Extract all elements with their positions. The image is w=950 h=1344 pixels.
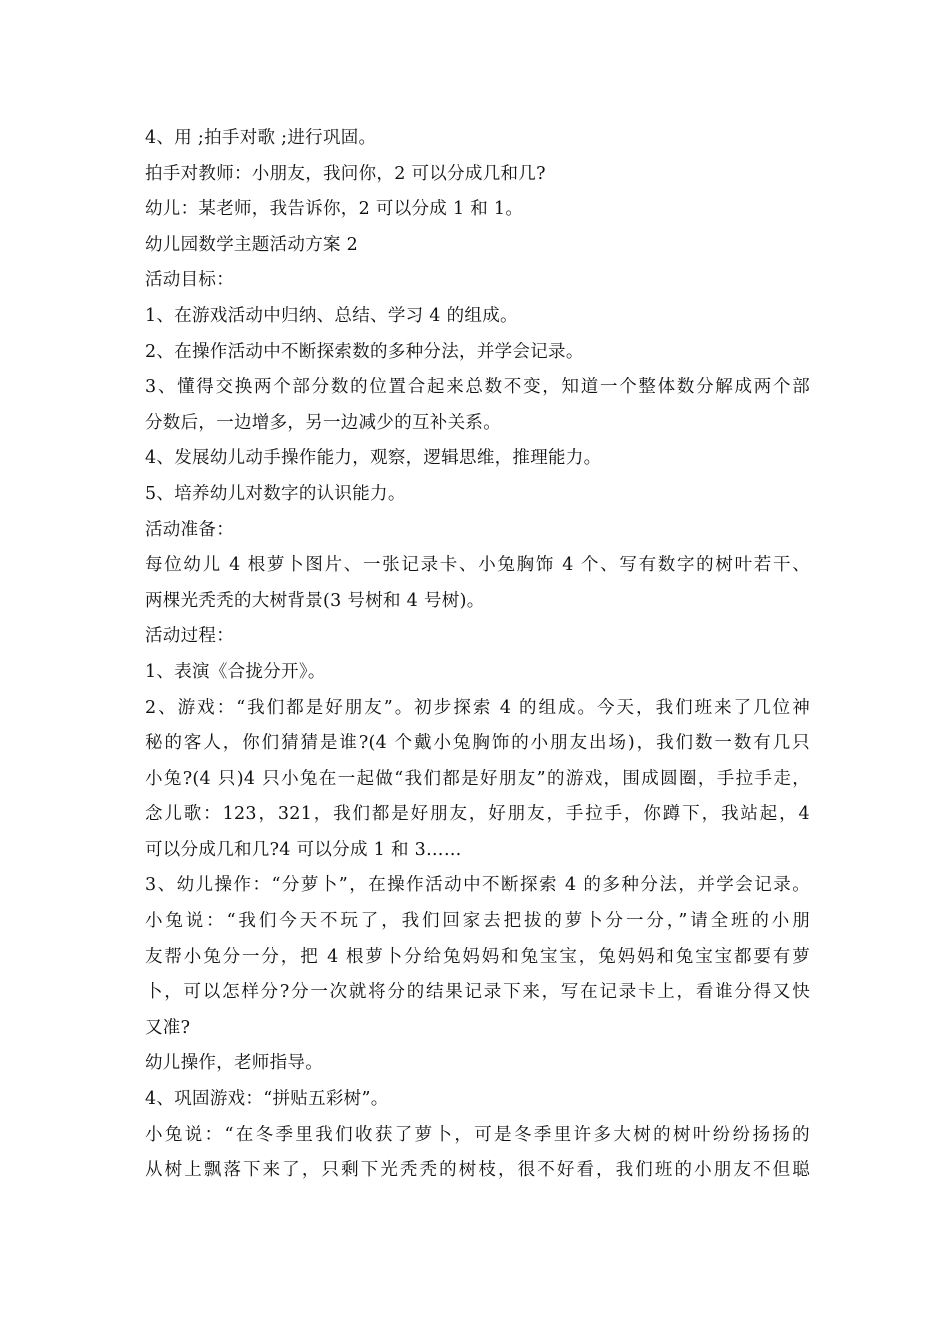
text-line: 3、幼儿操作：“分萝卜”，在操作活动中不断探索 4 的多种分法，并学会记录。 (145, 875, 810, 896)
subsection-heading: 活动准备： (145, 519, 234, 540)
text-line: 从树上飘落下来了，只剩下光秃秃的树枝，很不好看，我们班的小朋友不但聪 (145, 1160, 810, 1181)
text-line: 小兔说：“在冬季里我们收获了萝卜，可是冬季里许多大树的树叶纷纷扬扬的 (145, 1124, 810, 1145)
section-heading: 幼儿园数学主题活动方案 2 (145, 234, 359, 255)
text-line: 1、在游戏活动中归纳、总结、学习 4 的组成。 (145, 305, 518, 326)
text-line: 拍手对教师：小朋友，我问你，2 可以分成几和几? (145, 163, 546, 184)
text-line: 卜，可以怎样分?分一次就将分的结果记录下来，写在记录卡上，看谁分得又快 (145, 982, 810, 1003)
text-line: 5、培养幼儿对数字的认识能力。 (145, 483, 406, 504)
text-line: 秘的客人，你们猜猜是谁?(4 个戴小兔胸饰的小朋友出场)，我们数一数有几只 (145, 733, 810, 754)
text-line: 念儿歌：123，321，我们都是好朋友，好朋友，手拉手，你蹲下，我站起，4 (145, 804, 810, 825)
text-line: 4、发展幼儿动手操作能力，观察，逻辑思维，推理能力。 (145, 448, 602, 469)
subsection-heading: 活动过程： (145, 626, 234, 647)
text-line: 可以分成几和几?4 可以分成 1 和 3…… (145, 839, 462, 860)
subsection-heading: 活动目标： (145, 270, 234, 291)
text-line: 每位幼儿 4 根萝卜图片、一张记录卡、小兔胸饰 4 个、写有数字的树叶若干、 (145, 555, 810, 576)
text-line: 3、懂得交换两个部分数的位置合起来总数不变，知道一个整体数分解成两个部 (145, 377, 810, 398)
document-body (145, 121, 810, 1189)
text-line: 2、在操作活动中不断探索数的多种分法，并学会记录。 (145, 341, 584, 362)
text-line: 小兔说：“我们今天不玩了，我们回家去把拔的萝卜分一分，”请全班的小朋 (145, 911, 810, 932)
text-line: 分数后，一边增多，另一边减少的互补关系。 (145, 412, 501, 433)
text-line: 又准? (145, 1017, 191, 1038)
text-line: 两棵光秃秃的大树背景(3 号树和 4 号树)。 (145, 590, 485, 611)
text-line: 小兔?(4 只)4 只小兔在一起做“我们都是好朋友”的游戏，围成圆圈，手拉手走， (145, 768, 810, 789)
text-line: 2、游戏：“我们都是好朋友”。初步探索 4 的组成。今天，我们班来了几位神 (145, 697, 810, 718)
text-line: 1、表演《合拢分开》。 (145, 661, 326, 682)
text-line: 幼儿：某老师，我告诉你，2 可以分成 1 和 1。 (145, 199, 524, 220)
text-line: 友帮小兔分一分，把 4 根萝卜分给兔妈妈和兔宝宝，兔妈妈和兔宝宝都要有萝 (145, 946, 810, 967)
text-line: 4、用 ;拍手对歌 ;进行巩固。 (145, 128, 377, 148)
text-line: 幼儿操作，老师指导。 (145, 1053, 323, 1074)
text-line: 4、巩固游戏：“拼贴五彩树”。 (145, 1089, 389, 1110)
